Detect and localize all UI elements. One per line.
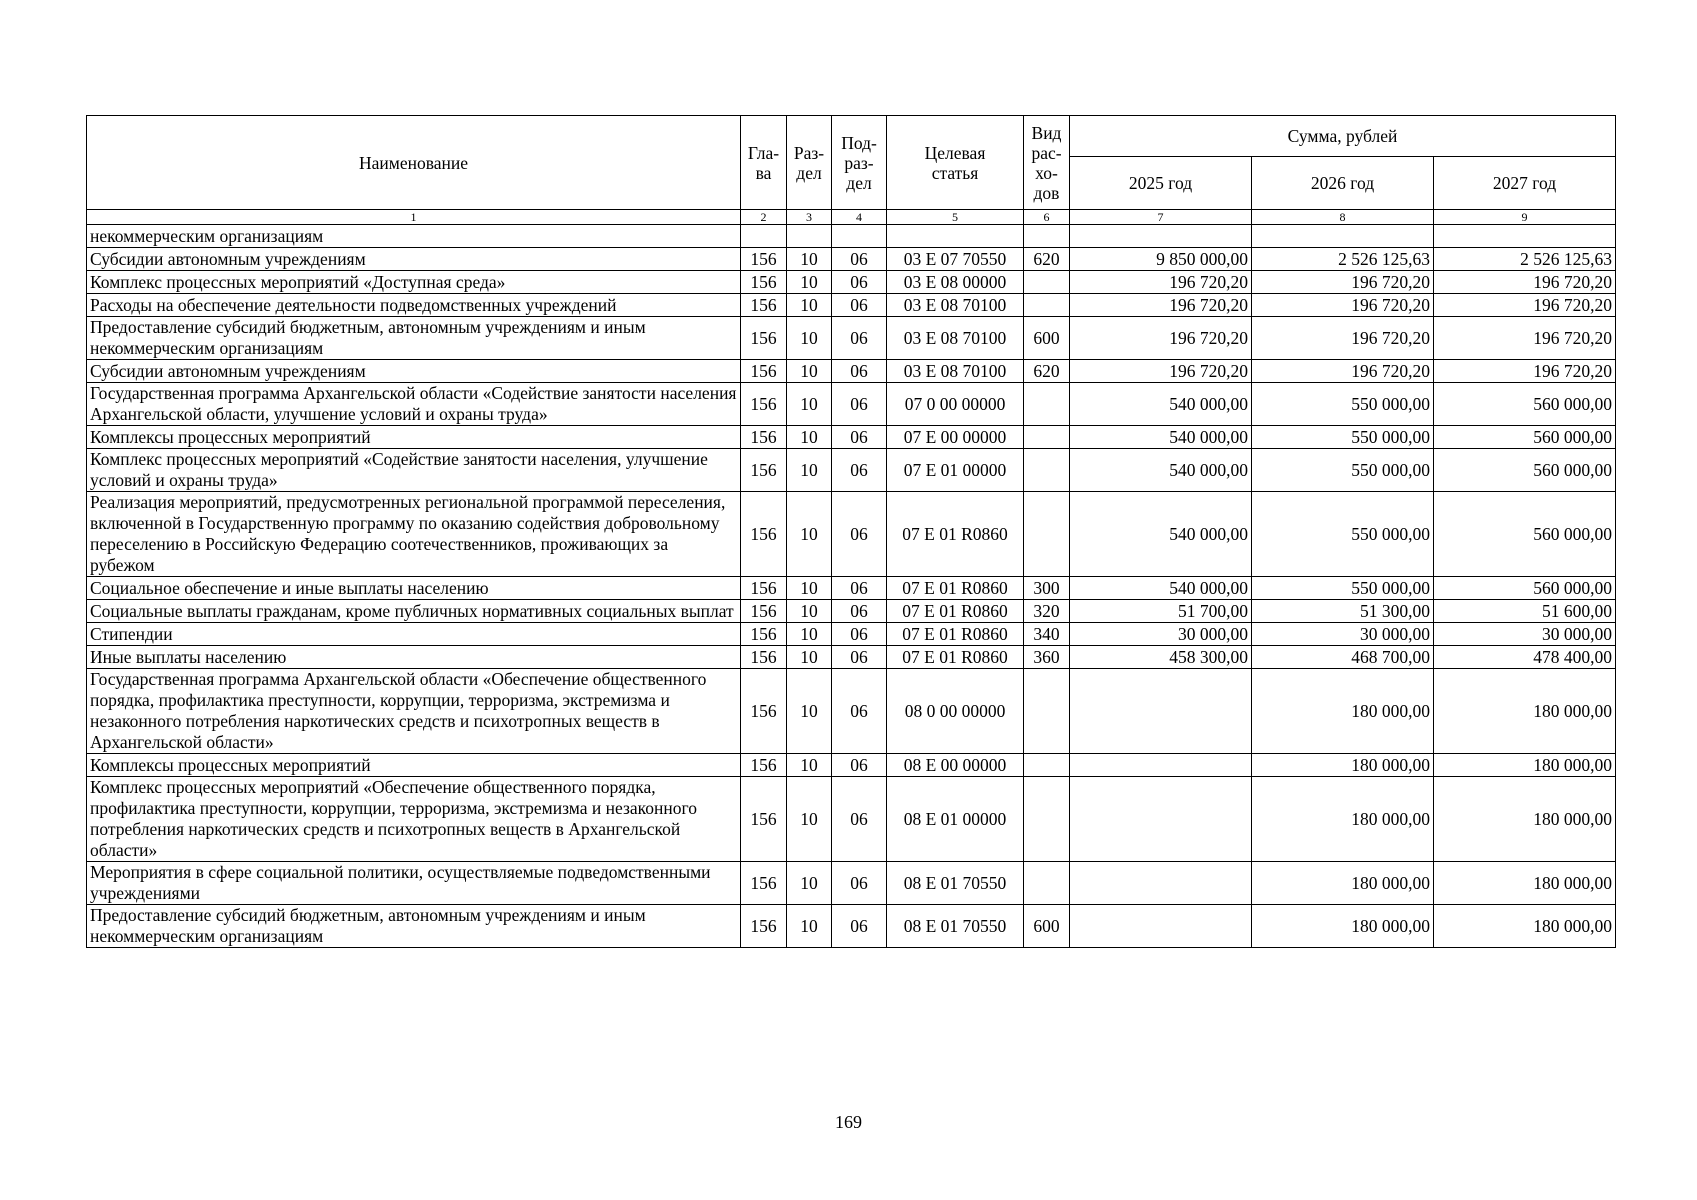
row-glava: 156 bbox=[741, 383, 787, 426]
header-year-2025: 2025 год bbox=[1070, 157, 1252, 210]
row-amount-2025: 458 300,00 bbox=[1070, 646, 1252, 669]
row-amount-2025: 196 720,20 bbox=[1070, 271, 1252, 294]
row-target-article: 08 0 00 00000 bbox=[887, 669, 1024, 754]
column-number: 7 bbox=[1070, 210, 1252, 225]
column-number: 4 bbox=[832, 210, 887, 225]
row-target-article: 08 Е 01 00000 bbox=[887, 777, 1024, 862]
row-name: Государственная программа Архангельской области «Обеспечение общественного порядка, профилактика преступности, коррупции, терроризма, экстремизма и незаконного потребления наркотических средств и психотропных веществ в Архангельской области» bbox=[87, 669, 741, 754]
row-vid-rashodov bbox=[1024, 426, 1070, 449]
table-row bbox=[87, 271, 1616, 294]
header-year-2027: 2027 год bbox=[1434, 157, 1616, 210]
row-target-article: 03 Е 08 70100 bbox=[887, 294, 1024, 317]
row-name: Комплексы процессных мероприятий bbox=[87, 754, 741, 777]
budget-table bbox=[86, 115, 1616, 948]
row-vid-rashodov bbox=[1024, 862, 1070, 905]
row-glava bbox=[741, 225, 787, 248]
row-razdel: 10 bbox=[787, 492, 832, 577]
row-glava: 156 bbox=[741, 577, 787, 600]
row-razdel: 10 bbox=[787, 905, 832, 948]
row-glava: 156 bbox=[741, 248, 787, 271]
row-glava: 156 bbox=[741, 862, 787, 905]
row-amount-2025 bbox=[1070, 777, 1252, 862]
row-razdel: 10 bbox=[787, 623, 832, 646]
row-podrazdel: 06 bbox=[832, 862, 887, 905]
row-name: Иные выплаты населению bbox=[87, 646, 741, 669]
header-vid-rashodov: Вид рас- хо- дов bbox=[1024, 116, 1070, 210]
row-name: Расходы на обеспечение деятельности подведомственных учреждений bbox=[87, 294, 741, 317]
table-row bbox=[87, 669, 1616, 754]
row-amount-2026: 550 000,00 bbox=[1252, 449, 1434, 492]
row-podrazdel: 06 bbox=[832, 777, 887, 862]
row-name: Мероприятия в сфере социальной политики, осуществляемые подведомственными учреждениями bbox=[87, 862, 741, 905]
row-vid-rashodov: 620 bbox=[1024, 248, 1070, 271]
row-amount-2026: 2 526 125,63 bbox=[1252, 248, 1434, 271]
row-podrazdel: 06 bbox=[832, 669, 887, 754]
row-target-article: 07 0 00 00000 bbox=[887, 383, 1024, 426]
row-vid-rashodov bbox=[1024, 754, 1070, 777]
row-amount-2025: 51 700,00 bbox=[1070, 600, 1252, 623]
page-number: 169 bbox=[835, 1112, 862, 1132]
row-name: Социальное обеспечение и иные выплаты населению bbox=[87, 577, 741, 600]
row-razdel: 10 bbox=[787, 777, 832, 862]
row-target-article bbox=[887, 225, 1024, 248]
header-razdel: Раз- дел bbox=[787, 116, 832, 210]
row-glava: 156 bbox=[741, 449, 787, 492]
row-amount-2026: 196 720,20 bbox=[1252, 271, 1434, 294]
row-razdel: 10 bbox=[787, 360, 832, 383]
row-glava: 156 bbox=[741, 492, 787, 577]
row-podrazdel: 06 bbox=[832, 623, 887, 646]
table-row bbox=[87, 449, 1616, 492]
row-target-article: 08 Е 01 70550 bbox=[887, 862, 1024, 905]
row-vid-rashodov: 620 bbox=[1024, 360, 1070, 383]
row-vid-rashodov bbox=[1024, 225, 1070, 248]
row-vid-rashodov bbox=[1024, 449, 1070, 492]
header-summa: Сумма, рублей bbox=[1070, 116, 1616, 157]
row-amount-2026 bbox=[1252, 225, 1434, 248]
row-amount-2025: 540 000,00 bbox=[1070, 577, 1252, 600]
row-podrazdel: 06 bbox=[832, 426, 887, 449]
row-amount-2027: 196 720,20 bbox=[1434, 317, 1616, 360]
row-glava: 156 bbox=[741, 317, 787, 360]
row-target-article: 07 Е 01 R0860 bbox=[887, 600, 1024, 623]
header-glava: Гла- ва bbox=[741, 116, 787, 210]
row-razdel: 10 bbox=[787, 271, 832, 294]
row-amount-2027: 180 000,00 bbox=[1434, 754, 1616, 777]
row-glava: 156 bbox=[741, 754, 787, 777]
row-glava: 156 bbox=[741, 271, 787, 294]
table-row bbox=[87, 777, 1616, 862]
row-amount-2026: 30 000,00 bbox=[1252, 623, 1434, 646]
row-vid-rashodov: 600 bbox=[1024, 317, 1070, 360]
row-amount-2025 bbox=[1070, 862, 1252, 905]
row-name: Субсидии автономным учреждениям bbox=[87, 360, 741, 383]
row-amount-2026: 180 000,00 bbox=[1252, 905, 1434, 948]
column-number: 6 bbox=[1024, 210, 1070, 225]
table-row bbox=[87, 360, 1616, 383]
row-razdel bbox=[787, 225, 832, 248]
row-vid-rashodov bbox=[1024, 294, 1070, 317]
row-amount-2026: 196 720,20 bbox=[1252, 294, 1434, 317]
row-amount-2027: 180 000,00 bbox=[1434, 862, 1616, 905]
row-amount-2027: 2 526 125,63 bbox=[1434, 248, 1616, 271]
row-name: Предоставление субсидий бюджетным, автономным учреждениям и иным некоммерческим организациям bbox=[87, 317, 741, 360]
row-amount-2027: 180 000,00 bbox=[1434, 905, 1616, 948]
row-name: некоммерческим организациям bbox=[87, 225, 741, 248]
row-razdel: 10 bbox=[787, 449, 832, 492]
row-amount-2026: 51 300,00 bbox=[1252, 600, 1434, 623]
row-amount-2026: 180 000,00 bbox=[1252, 862, 1434, 905]
row-vid-rashodov bbox=[1024, 383, 1070, 426]
row-podrazdel: 06 bbox=[832, 449, 887, 492]
row-target-article: 07 Е 01 R0860 bbox=[887, 623, 1024, 646]
row-vid-rashodov: 320 bbox=[1024, 600, 1070, 623]
row-podrazdel: 06 bbox=[832, 294, 887, 317]
row-glava: 156 bbox=[741, 426, 787, 449]
row-razdel: 10 bbox=[787, 294, 832, 317]
row-razdel: 10 bbox=[787, 383, 832, 426]
table-row bbox=[87, 600, 1616, 623]
table-row bbox=[87, 225, 1616, 248]
row-amount-2027: 196 720,20 bbox=[1434, 360, 1616, 383]
row-amount-2025: 540 000,00 bbox=[1070, 492, 1252, 577]
row-razdel: 10 bbox=[787, 426, 832, 449]
row-amount-2027: 560 000,00 bbox=[1434, 492, 1616, 577]
row-podrazdel: 06 bbox=[832, 754, 887, 777]
row-name: Субсидии автономным учреждениям bbox=[87, 248, 741, 271]
row-amount-2025: 30 000,00 bbox=[1070, 623, 1252, 646]
row-podrazdel: 06 bbox=[832, 383, 887, 426]
row-glava: 156 bbox=[741, 646, 787, 669]
row-glava: 156 bbox=[741, 360, 787, 383]
row-target-article: 07 Е 00 00000 bbox=[887, 426, 1024, 449]
row-amount-2027: 560 000,00 bbox=[1434, 426, 1616, 449]
row-target-article: 07 Е 01 00000 bbox=[887, 449, 1024, 492]
row-amount-2027: 180 000,00 bbox=[1434, 669, 1616, 754]
row-amount-2027 bbox=[1434, 225, 1616, 248]
row-target-article: 07 Е 01 R0860 bbox=[887, 646, 1024, 669]
row-vid-rashodov bbox=[1024, 271, 1070, 294]
row-amount-2025: 196 720,20 bbox=[1070, 360, 1252, 383]
column-number: 5 bbox=[887, 210, 1024, 225]
row-razdel: 10 bbox=[787, 754, 832, 777]
row-amount-2027: 560 000,00 bbox=[1434, 383, 1616, 426]
row-vid-rashodov bbox=[1024, 777, 1070, 862]
table-row bbox=[87, 426, 1616, 449]
row-name: Социальные выплаты гражданам, кроме публичных нормативных социальных выплат bbox=[87, 600, 741, 623]
row-amount-2025: 196 720,20 bbox=[1070, 317, 1252, 360]
table-row bbox=[87, 754, 1616, 777]
row-amount-2027: 51 600,00 bbox=[1434, 600, 1616, 623]
row-amount-2026: 550 000,00 bbox=[1252, 577, 1434, 600]
table-body bbox=[87, 225, 1616, 948]
row-amount-2026: 196 720,20 bbox=[1252, 317, 1434, 360]
table-row bbox=[87, 294, 1616, 317]
row-amount-2026: 550 000,00 bbox=[1252, 492, 1434, 577]
row-target-article: 03 Е 08 70100 bbox=[887, 360, 1024, 383]
row-podrazdel: 06 bbox=[832, 905, 887, 948]
row-podrazdel bbox=[832, 225, 887, 248]
header-year-2026: 2026 год bbox=[1252, 157, 1434, 210]
table-row bbox=[87, 905, 1616, 948]
column-number: 8 bbox=[1252, 210, 1434, 225]
row-razdel: 10 bbox=[787, 248, 832, 271]
row-amount-2025 bbox=[1070, 905, 1252, 948]
row-razdel: 10 bbox=[787, 646, 832, 669]
row-glava: 156 bbox=[741, 294, 787, 317]
row-amount-2025 bbox=[1070, 754, 1252, 777]
row-name: Комплекс процессных мероприятий «Обеспечение общественного порядка, профилактика преступности, коррупции, терроризма, экстремизма и незаконного потребления наркотических средств и психотропных веществ в Архангельской области» bbox=[87, 777, 741, 862]
row-amount-2027: 30 000,00 bbox=[1434, 623, 1616, 646]
row-podrazdel: 06 bbox=[832, 360, 887, 383]
column-number: 9 bbox=[1434, 210, 1616, 225]
row-amount-2026: 468 700,00 bbox=[1252, 646, 1434, 669]
row-glava: 156 bbox=[741, 905, 787, 948]
row-amount-2027: 196 720,20 bbox=[1434, 294, 1616, 317]
row-target-article: 07 Е 01 R0860 bbox=[887, 577, 1024, 600]
row-name: Государственная программа Архангельской области «Содействие занятости населения Архангельской области, улучшение условий и охраны труда» bbox=[87, 383, 741, 426]
column-number: 1 bbox=[87, 210, 741, 225]
row-vid-rashodov: 340 bbox=[1024, 623, 1070, 646]
row-vid-rashodov: 600 bbox=[1024, 905, 1070, 948]
row-vid-rashodov: 300 bbox=[1024, 577, 1070, 600]
header-podrazdel: Под- раз- дел bbox=[832, 116, 887, 210]
row-name: Комплексы процессных мероприятий bbox=[87, 426, 741, 449]
row-vid-rashodov bbox=[1024, 669, 1070, 754]
row-amount-2025: 196 720,20 bbox=[1070, 294, 1252, 317]
row-razdel: 10 bbox=[787, 600, 832, 623]
row-podrazdel: 06 bbox=[832, 600, 887, 623]
row-glava: 156 bbox=[741, 669, 787, 754]
row-glava: 156 bbox=[741, 623, 787, 646]
table-row bbox=[87, 646, 1616, 669]
table-row bbox=[87, 383, 1616, 426]
row-amount-2026: 550 000,00 bbox=[1252, 426, 1434, 449]
row-podrazdel: 06 bbox=[832, 492, 887, 577]
row-amount-2025: 540 000,00 bbox=[1070, 449, 1252, 492]
row-razdel: 10 bbox=[787, 317, 832, 360]
row-target-article: 08 Е 01 70550 bbox=[887, 905, 1024, 948]
row-amount-2025: 540 000,00 bbox=[1070, 426, 1252, 449]
row-razdel: 10 bbox=[787, 577, 832, 600]
row-amount-2026: 550 000,00 bbox=[1252, 383, 1434, 426]
row-amount-2026: 196 720,20 bbox=[1252, 360, 1434, 383]
row-podrazdel: 06 bbox=[832, 248, 887, 271]
row-amount-2027: 560 000,00 bbox=[1434, 449, 1616, 492]
row-name: Реализация мероприятий, предусмотренных региональной программой переселения, включенной в Государственную программу по оказанию содействия добровольному переселению в Российскую Федерацию соотечественников, проживающих за рубежом bbox=[87, 492, 741, 577]
header-celevaya-statya: Целевая статья bbox=[887, 116, 1024, 210]
row-amount-2026: 180 000,00 bbox=[1252, 754, 1434, 777]
row-target-article: 07 Е 01 R0860 bbox=[887, 492, 1024, 577]
row-vid-rashodov: 360 bbox=[1024, 646, 1070, 669]
row-razdel: 10 bbox=[787, 862, 832, 905]
row-amount-2026: 180 000,00 bbox=[1252, 777, 1434, 862]
row-amount-2025 bbox=[1070, 669, 1252, 754]
row-podrazdel: 06 bbox=[832, 317, 887, 360]
row-amount-2027: 478 400,00 bbox=[1434, 646, 1616, 669]
row-name: Комплекс процессных мероприятий «Содействие занятости населения, улучшение условий и охраны труда» bbox=[87, 449, 741, 492]
header-name: Наименование bbox=[87, 116, 741, 210]
row-glava: 156 bbox=[741, 600, 787, 623]
column-number: 3 bbox=[787, 210, 832, 225]
row-glava: 156 bbox=[741, 777, 787, 862]
table-row bbox=[87, 317, 1616, 360]
row-podrazdel: 06 bbox=[832, 271, 887, 294]
row-amount-2025 bbox=[1070, 225, 1252, 248]
row-target-article: 03 Е 08 00000 bbox=[887, 271, 1024, 294]
row-podrazdel: 06 bbox=[832, 577, 887, 600]
table-row bbox=[87, 623, 1616, 646]
table-row bbox=[87, 492, 1616, 577]
column-number: 2 bbox=[741, 210, 787, 225]
row-amount-2027: 196 720,20 bbox=[1434, 271, 1616, 294]
table-row bbox=[87, 248, 1616, 271]
row-target-article: 03 Е 08 70100 bbox=[887, 317, 1024, 360]
row-vid-rashodov bbox=[1024, 492, 1070, 577]
row-name: Стипендии bbox=[87, 623, 741, 646]
row-amount-2027: 180 000,00 bbox=[1434, 777, 1616, 862]
row-name: Комплекс процессных мероприятий «Доступная среда» bbox=[87, 271, 741, 294]
row-name: Предоставление субсидий бюджетным, автономным учреждениям и иным некоммерческим организациям bbox=[87, 905, 741, 948]
row-razdel: 10 bbox=[787, 669, 832, 754]
row-target-article: 03 Е 07 70550 bbox=[887, 248, 1024, 271]
row-target-article: 08 Е 00 00000 bbox=[887, 754, 1024, 777]
row-podrazdel: 06 bbox=[832, 646, 887, 669]
row-amount-2025: 9 850 000,00 bbox=[1070, 248, 1252, 271]
row-amount-2027: 560 000,00 bbox=[1434, 577, 1616, 600]
row-amount-2026: 180 000,00 bbox=[1252, 669, 1434, 754]
row-amount-2025: 540 000,00 bbox=[1070, 383, 1252, 426]
table-row bbox=[87, 862, 1616, 905]
table-row bbox=[87, 577, 1616, 600]
